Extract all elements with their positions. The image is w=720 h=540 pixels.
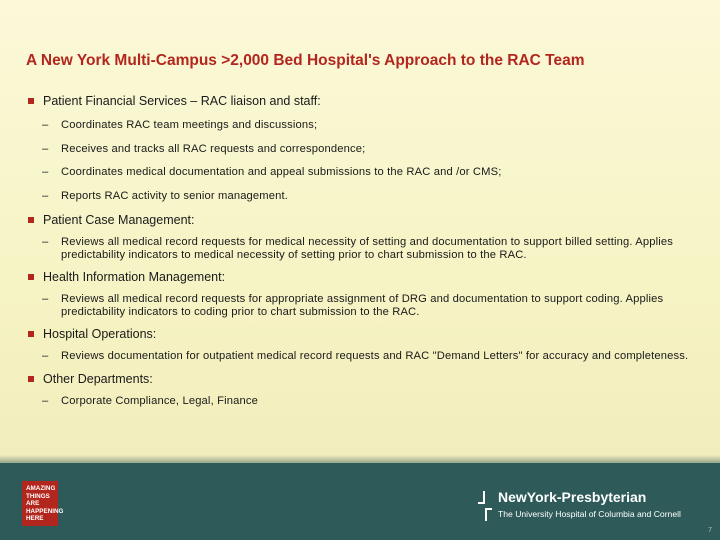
dash-icon: – bbox=[42, 350, 49, 362]
list-item: – Reports RAC activity to senior management. bbox=[42, 189, 289, 202]
list-item: – Corporate Compliance, Legal, Finance bbox=[42, 394, 258, 407]
section-heading: Health Information Management: bbox=[28, 270, 708, 285]
logo-name: NewYork-Presbyterian bbox=[498, 489, 647, 505]
list-item: – Receives and tracks all RAC requests and correspondence; bbox=[42, 142, 366, 155]
page-number: 7 bbox=[708, 527, 712, 534]
dash-icon: – bbox=[42, 293, 49, 305]
dash-icon: – bbox=[42, 166, 49, 178]
section-heading: Patient Financial Services – RAC liaison and staff: bbox=[28, 94, 708, 109]
hospital-logo bbox=[478, 487, 708, 527]
section-heading: Hospital Operations: bbox=[28, 327, 708, 342]
footer-bar bbox=[0, 463, 720, 540]
square-bullet-icon bbox=[28, 217, 34, 223]
dash-icon: – bbox=[42, 119, 49, 131]
amazing-things-badge: AMAZING THINGS ARE HAPPENING HERE bbox=[22, 481, 58, 526]
dash-icon: – bbox=[42, 142, 49, 155]
list-item: – Coordinates RAC team meetings and discussions; bbox=[42, 119, 318, 131]
logo-subtitle: The University Hospital of Columbia and Cornell bbox=[498, 509, 681, 519]
list-item: – Reviews documentation for outpatient medical record requests and RAC "Demand Letters" for accuracy and completeness. bbox=[42, 350, 689, 362]
square-bullet-icon bbox=[28, 331, 34, 337]
list-item: – Reviews all medical record requests for appropriate assignment of DRG and documentation to support coding. Applies predictability indicators to coding prior to chart submission to the RAC. bbox=[42, 293, 664, 318]
section-heading: Other Departments: bbox=[28, 372, 708, 387]
dash-icon: – bbox=[42, 236, 49, 248]
list-item: – Reviews all medical record requests for medical necessity of setting and documentation to support billed setting. Applies predictability indicators to medical necessity of setting prior to chart submission to the RAC. bbox=[42, 236, 674, 261]
dash-icon: – bbox=[42, 394, 49, 407]
slide-title: A New York Multi-Campus >2,000 Bed Hospital's Approach to the RAC Team bbox=[26, 52, 585, 69]
logo-mark-icon bbox=[478, 491, 492, 521]
section-heading: Patient Case Management: bbox=[28, 213, 708, 228]
dash-icon: – bbox=[42, 189, 49, 202]
list-item: – Coordinates medical documentation and appeal submissions to the RAC and /or CMS; bbox=[42, 166, 502, 178]
square-bullet-icon bbox=[28, 376, 34, 382]
square-bullet-icon bbox=[28, 98, 34, 104]
slide-content bbox=[28, 94, 708, 407]
square-bullet-icon bbox=[28, 274, 34, 280]
